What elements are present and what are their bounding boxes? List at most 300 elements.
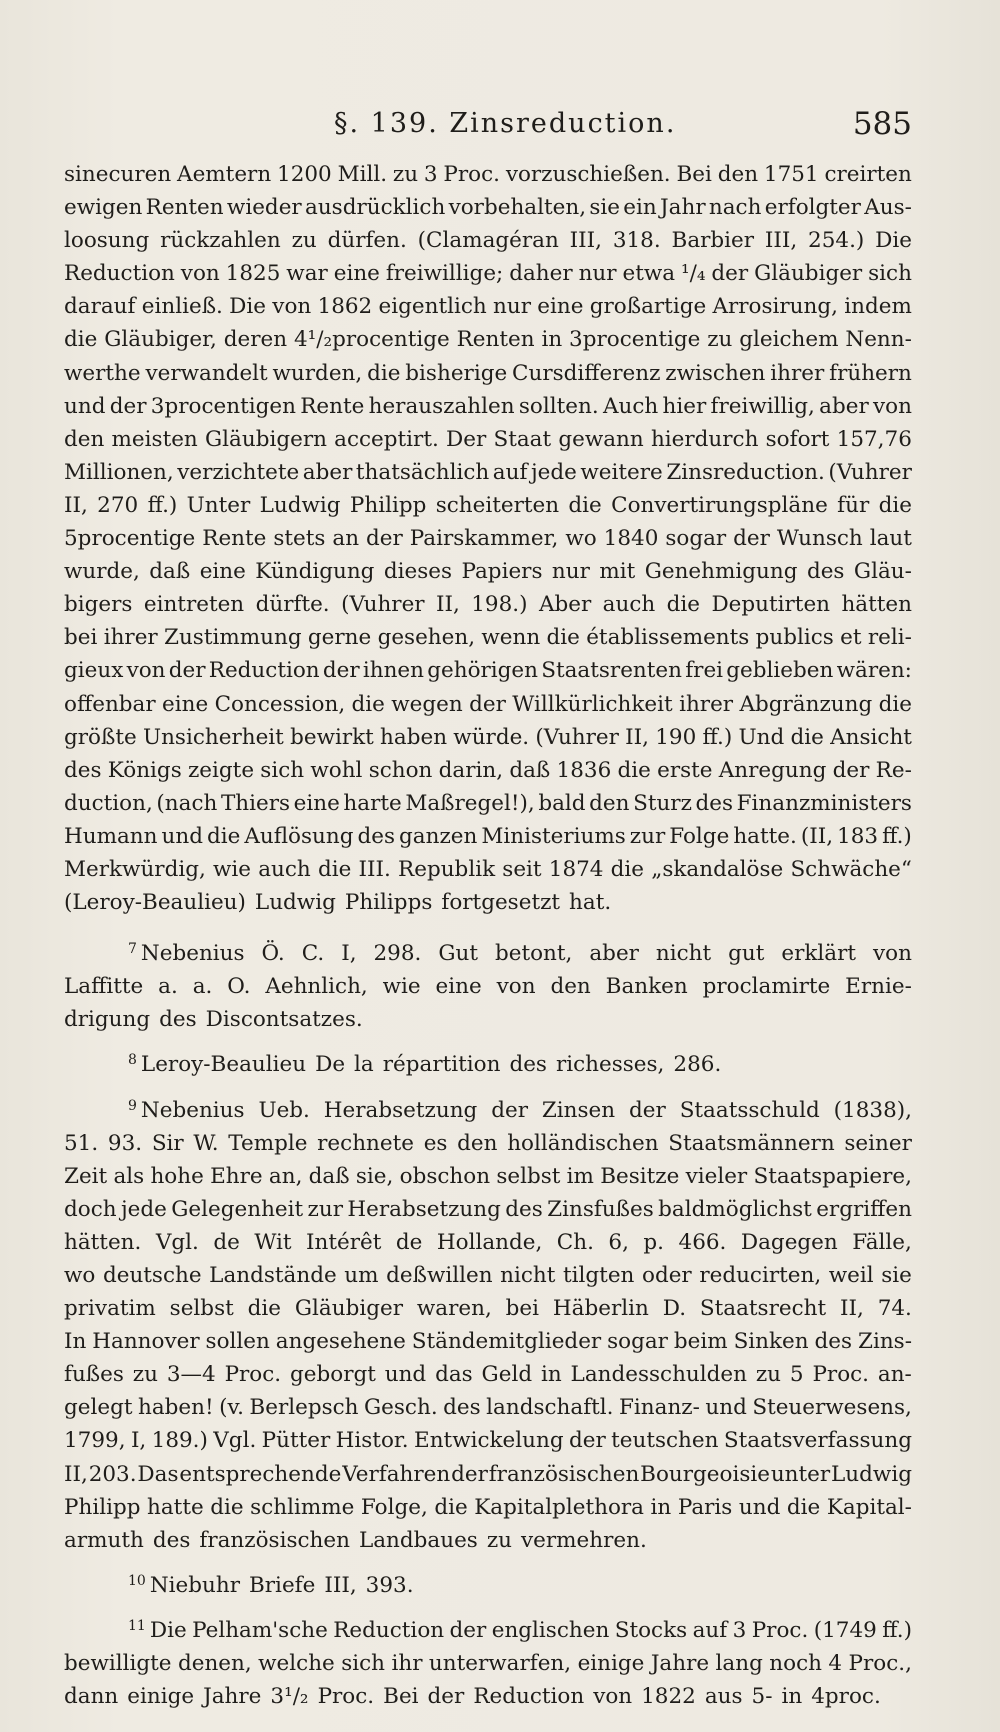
word: nur	[551, 559, 590, 585]
text-line	[64, 853, 912, 886]
word: nicht	[500, 1263, 556, 1288]
word: auf	[692, 1617, 728, 1643]
word: 1840	[603, 526, 659, 552]
text-line	[64, 357, 912, 390]
word: aber	[819, 393, 869, 419]
word: lang	[715, 1651, 763, 1677]
word: zu	[755, 1362, 782, 1388]
word: Maßregel!),	[405, 790, 535, 816]
word: ff.)	[147, 492, 178, 518]
word: wie	[213, 856, 252, 882]
word: sie	[589, 195, 620, 221]
word: der	[449, 1617, 487, 1643]
word: Jahre	[650, 1651, 710, 1677]
word: bei	[505, 1296, 540, 1322]
word: Wunsch	[776, 526, 863, 552]
word: wohl	[310, 757, 363, 783]
word: haben	[380, 724, 448, 750]
word: thatsächlich	[355, 459, 490, 485]
word: Hannover	[92, 1329, 200, 1355]
text-line	[64, 1325, 912, 1358]
word: zwischen	[665, 360, 766, 386]
word: 298.	[373, 941, 422, 967]
word: 270	[97, 492, 139, 518]
word: des	[695, 790, 734, 816]
word: (Leroy-Beaulieu)	[64, 890, 246, 916]
word: 1874	[548, 856, 604, 882]
word: zur	[307, 1196, 343, 1222]
word: von	[873, 393, 912, 419]
word: 393.	[365, 1572, 414, 1598]
word: 93.	[107, 1130, 143, 1156]
word: von	[593, 1684, 633, 1710]
word: 3—4	[166, 1362, 216, 1388]
word: Staatsverfassung	[723, 1428, 912, 1454]
word: Millionen,	[64, 459, 174, 485]
word: erfolgter	[764, 195, 861, 221]
word: einige	[127, 1684, 195, 1710]
word: als	[113, 1163, 145, 1189]
word: Besitze	[600, 1163, 680, 1189]
word: C.	[301, 941, 325, 967]
word: Sturz	[633, 790, 692, 816]
text-line	[64, 1424, 912, 1457]
word: Ehre	[210, 1163, 263, 1189]
word: Renten	[456, 327, 535, 353]
word: obschon	[399, 1163, 491, 1189]
word: 254.)	[808, 228, 865, 254]
word: die	[610, 856, 645, 882]
word: wegen	[391, 691, 463, 717]
word: nur	[578, 261, 617, 287]
word: 4proc.	[811, 1684, 881, 1710]
word: Ludwig	[259, 492, 341, 518]
word: erste	[657, 757, 713, 783]
word: établissements	[586, 625, 750, 651]
text-line	[64, 1259, 912, 1292]
word: und	[64, 393, 106, 419]
word: von	[272, 294, 312, 320]
word: In	[64, 1329, 87, 1355]
word: Zinsfußes	[547, 1196, 654, 1222]
word: Philipp	[349, 492, 427, 518]
word: Pelham'sche	[192, 1617, 328, 1643]
word: Ständemitglieder	[411, 1329, 602, 1355]
text-line	[64, 1569, 912, 1602]
word: aus	[704, 1684, 743, 1710]
word: Landstände	[209, 1263, 337, 1288]
word: zu	[707, 327, 733, 353]
word: die	[790, 724, 824, 750]
footnote-lead	[128, 1048, 306, 1081]
word: der	[491, 1097, 528, 1123]
word: (1749	[813, 1617, 877, 1643]
word: 1825	[225, 261, 281, 287]
word: (II,	[800, 823, 834, 849]
word: eine	[293, 790, 340, 816]
word: an,	[268, 1163, 303, 1189]
word: ff.)	[702, 724, 733, 750]
word: von	[180, 261, 220, 287]
footnote-lead	[128, 1569, 240, 1602]
word: 318.	[612, 228, 661, 254]
page-number: 585	[852, 106, 912, 142]
word: darauf	[64, 294, 136, 320]
word: denen,	[177, 1651, 252, 1677]
word: doch	[64, 1196, 117, 1222]
word: der	[322, 658, 360, 684]
word: hatte.	[733, 823, 797, 849]
word: a.	[192, 974, 213, 1000]
word: Staatsschuld	[679, 1097, 820, 1123]
word: Ueb.	[258, 1097, 310, 1123]
word: Barbier	[671, 228, 755, 254]
word: (Vuhrer	[828, 459, 912, 485]
word: 157,76	[836, 426, 912, 452]
word: des	[509, 1052, 547, 1078]
word: die	[878, 492, 912, 518]
word: im	[566, 1163, 594, 1189]
text-line	[64, 621, 912, 654]
word: Deputirten	[711, 592, 831, 618]
word: vieler	[685, 1163, 748, 1189]
word: unterwarfen,	[428, 1651, 572, 1677]
word: der	[451, 1461, 488, 1487]
text-line	[64, 721, 912, 754]
word: creirten	[824, 162, 912, 187]
word: wurden,	[272, 360, 363, 386]
word: Jahre	[203, 1684, 262, 1710]
word: die	[434, 1494, 468, 1520]
word: 1862	[317, 294, 373, 320]
word: reducirten,	[699, 1263, 822, 1288]
word: 466.	[678, 1229, 727, 1255]
word: II,	[436, 592, 460, 618]
word: Aus-	[864, 195, 912, 221]
word: noch	[769, 1651, 822, 1677]
word: Sinken	[733, 1329, 809, 1355]
word: aber	[589, 941, 639, 967]
word: die	[317, 856, 352, 882]
word: 3¹/₂	[270, 1684, 309, 1710]
word: bigers	[64, 592, 133, 618]
word: Kapital-	[826, 1494, 912, 1520]
word: deutsche	[102, 1263, 202, 1288]
word: nicht	[655, 941, 712, 967]
word: hätten.	[64, 1229, 142, 1255]
word: der	[832, 757, 870, 783]
word: der	[733, 526, 770, 552]
word: Zinsen	[541, 1097, 616, 1123]
word: ganzen	[399, 823, 478, 849]
word: Steuerwesens,	[752, 1395, 912, 1421]
word: 5-	[751, 1684, 773, 1710]
word: Hollande,	[436, 1229, 543, 1255]
word: um	[344, 1263, 379, 1288]
word: ihrer	[103, 625, 158, 651]
text-line	[64, 1003, 912, 1036]
word: der	[109, 393, 147, 419]
word: III.	[358, 856, 391, 882]
word: sogar	[665, 526, 727, 552]
word: für	[837, 492, 870, 518]
word: Landbaues	[358, 1527, 478, 1553]
word: Nebenius	[140, 941, 245, 967]
word: 1799,	[64, 1428, 126, 1454]
word: sich	[341, 1651, 386, 1677]
body-text	[64, 158, 912, 1713]
footnote-number: 11	[128, 1617, 146, 1634]
text-line	[64, 1094, 912, 1127]
text-line	[64, 886, 912, 919]
word: auch	[602, 592, 656, 618]
word: zeigte	[187, 757, 255, 783]
word: Zustimmung	[164, 625, 302, 651]
word: der	[711, 261, 749, 287]
word: erklärt	[781, 941, 857, 967]
word: auch	[258, 856, 311, 882]
word: wie	[382, 974, 421, 1000]
word: oder	[642, 1263, 692, 1288]
word: Arrosirung,	[712, 294, 838, 320]
word: 190	[655, 724, 697, 750]
text-line	[64, 1391, 912, 1424]
word: herauszahlen	[368, 393, 515, 419]
word: nur	[493, 294, 531, 320]
word: bei	[64, 625, 98, 651]
word: Berlepsch	[249, 1395, 359, 1421]
footnote-number: 10	[128, 1572, 146, 1589]
word: Häberlin	[552, 1296, 649, 1322]
word: Sir	[151, 1130, 184, 1156]
word: Folge	[669, 823, 730, 849]
word: hohe	[150, 1163, 204, 1189]
word: Reduction	[208, 658, 320, 684]
word: die	[786, 1494, 821, 1520]
word: Kapitalplethora	[474, 1494, 644, 1520]
word: répartition	[382, 1052, 501, 1078]
word: (Vuhrer	[535, 724, 619, 750]
text-line	[64, 158, 912, 191]
word: den	[589, 790, 630, 816]
word: französischen	[488, 1461, 640, 1487]
word: Humann	[64, 823, 158, 849]
word: III,	[764, 228, 798, 254]
word: von	[496, 974, 536, 1000]
word: Zinsreduction.	[666, 459, 825, 485]
word: loosung	[64, 228, 150, 254]
word: Convertirungspläne	[611, 492, 828, 518]
word: ihrer	[770, 360, 825, 386]
word: des	[814, 1329, 853, 1355]
word: die	[351, 691, 385, 717]
word: a.	[158, 974, 178, 1000]
word: ausdrücklich	[305, 195, 446, 221]
word: III,	[324, 1572, 357, 1598]
word: Briefe	[248, 1572, 316, 1598]
word: Kündigung	[255, 559, 375, 585]
word: war	[286, 261, 328, 287]
word: gesehen,	[377, 625, 476, 651]
word: den	[457, 1130, 498, 1156]
word: nach	[708, 195, 762, 221]
word: Genehmigung	[644, 559, 798, 585]
word: schon	[368, 757, 433, 783]
word: freiwillige;	[385, 261, 504, 287]
word: Dagegen	[740, 1229, 838, 1255]
word: Unter	[186, 492, 251, 518]
footnote-lead	[128, 937, 245, 970]
word: de	[395, 1229, 423, 1255]
word: II,	[840, 1296, 864, 1322]
word: mit	[599, 559, 636, 585]
word: 4¹/₂procentige	[293, 327, 450, 353]
text-line	[64, 1458, 912, 1491]
word: Bei	[676, 162, 712, 187]
word: Gut	[438, 941, 479, 967]
word: an-	[877, 1362, 912, 1388]
word: einige	[577, 1651, 645, 1677]
word: Re-	[875, 757, 912, 783]
word: eine	[199, 559, 246, 585]
word: der	[469, 691, 506, 717]
text-line	[64, 588, 912, 621]
word: und	[161, 823, 203, 849]
word: der	[629, 1097, 666, 1123]
word: 3	[732, 1617, 747, 1643]
word: 286.	[673, 1052, 722, 1078]
word: 6,	[608, 1229, 629, 1255]
word: jede	[120, 1196, 167, 1222]
word: werthe	[64, 360, 141, 386]
word: daß	[149, 559, 191, 585]
word: vermehren.	[521, 1527, 647, 1553]
word: Aehnlich,	[265, 974, 368, 1000]
word: dürfen.	[327, 228, 407, 254]
word: wo	[565, 526, 597, 552]
word: Zeit	[64, 1163, 108, 1189]
word: wären:	[836, 658, 912, 684]
word: beim	[673, 1329, 728, 1355]
word: wieder	[226, 195, 302, 221]
word: dieses	[383, 559, 453, 585]
word: Vgl.	[213, 1428, 257, 1454]
word: frühern	[829, 360, 912, 386]
word: deßwillen	[386, 1263, 493, 1288]
word: in	[540, 1362, 562, 1388]
word: Nebenius	[140, 1097, 245, 1123]
text-line	[64, 323, 912, 356]
word: sogar	[607, 1329, 668, 1355]
word: eine	[435, 974, 482, 1000]
text-line	[64, 522, 912, 555]
word: betont,	[494, 941, 573, 967]
word: eigentlich	[378, 294, 487, 320]
word: angesehene	[275, 1329, 406, 1355]
word: wenn	[481, 625, 541, 651]
word: Intérêt	[306, 1229, 382, 1255]
word: proclamirte	[702, 974, 831, 1000]
word: die	[247, 1296, 281, 1322]
word: Gläubiger,	[104, 327, 217, 353]
word: (v.	[219, 1395, 244, 1421]
word: Nenn-	[845, 327, 912, 353]
word: I,	[130, 1428, 147, 1454]
word: den	[550, 974, 591, 1000]
footnote-number: 9	[128, 1097, 137, 1114]
word: Zins-	[858, 1329, 912, 1355]
word: sich	[868, 261, 912, 287]
word: rechnete	[317, 1130, 414, 1156]
text-line	[64, 1226, 912, 1259]
word: Staat	[493, 426, 552, 452]
word: gelegt	[64, 1395, 133, 1421]
word: englischen	[491, 1617, 610, 1643]
word: die	[210, 1494, 244, 1520]
word: Philipp	[64, 1494, 141, 1520]
text-line	[64, 937, 912, 970]
word: des	[159, 1007, 197, 1033]
word: 51.	[64, 1130, 99, 1156]
word: Der	[446, 426, 487, 452]
word: Reduction	[64, 261, 175, 287]
word: Finanzministers	[736, 790, 912, 816]
word: würde.	[453, 724, 530, 750]
word: Niebuhr	[149, 1572, 240, 1598]
text-line	[64, 654, 912, 687]
word: gieux	[64, 658, 124, 684]
word: Finanz-	[619, 1395, 700, 1421]
word: et	[840, 625, 862, 651]
text-line	[64, 1491, 912, 1524]
word: reli-	[867, 625, 912, 651]
word: in	[541, 327, 563, 353]
word: zur	[629, 823, 666, 849]
word: Concession,	[214, 691, 346, 717]
word: den	[64, 426, 105, 452]
word: indem	[844, 294, 912, 320]
word: Wit	[254, 1229, 292, 1255]
word: sollten.	[518, 393, 599, 419]
word: fußes	[64, 1362, 124, 1388]
word: Proc.	[317, 1684, 375, 1710]
text-line	[64, 1647, 912, 1680]
text-line	[64, 290, 912, 323]
word: la	[354, 1052, 374, 1078]
word: Ministeriums	[481, 823, 626, 849]
word: Auflösung	[244, 823, 354, 849]
footnote-10	[64, 1569, 912, 1602]
word: ewigen	[64, 195, 143, 221]
word: Vgl.	[155, 1229, 199, 1255]
word: auf	[492, 459, 528, 485]
word: II,	[64, 1461, 88, 1487]
word: Paris	[677, 1494, 733, 1520]
word: an	[332, 526, 360, 552]
word: etwa	[622, 261, 676, 287]
word: des	[806, 559, 845, 585]
word: aber	[302, 459, 353, 485]
word: 1751	[763, 162, 819, 187]
word: Die	[875, 228, 912, 254]
word: gehörigen	[427, 658, 538, 684]
footnote-lead	[128, 1094, 245, 1127]
word: Willkürlichkeit	[512, 691, 673, 717]
footnote-8	[64, 1048, 912, 1081]
word: O.	[227, 974, 251, 1000]
word: daß	[308, 1163, 350, 1189]
word: zu	[486, 1527, 513, 1553]
